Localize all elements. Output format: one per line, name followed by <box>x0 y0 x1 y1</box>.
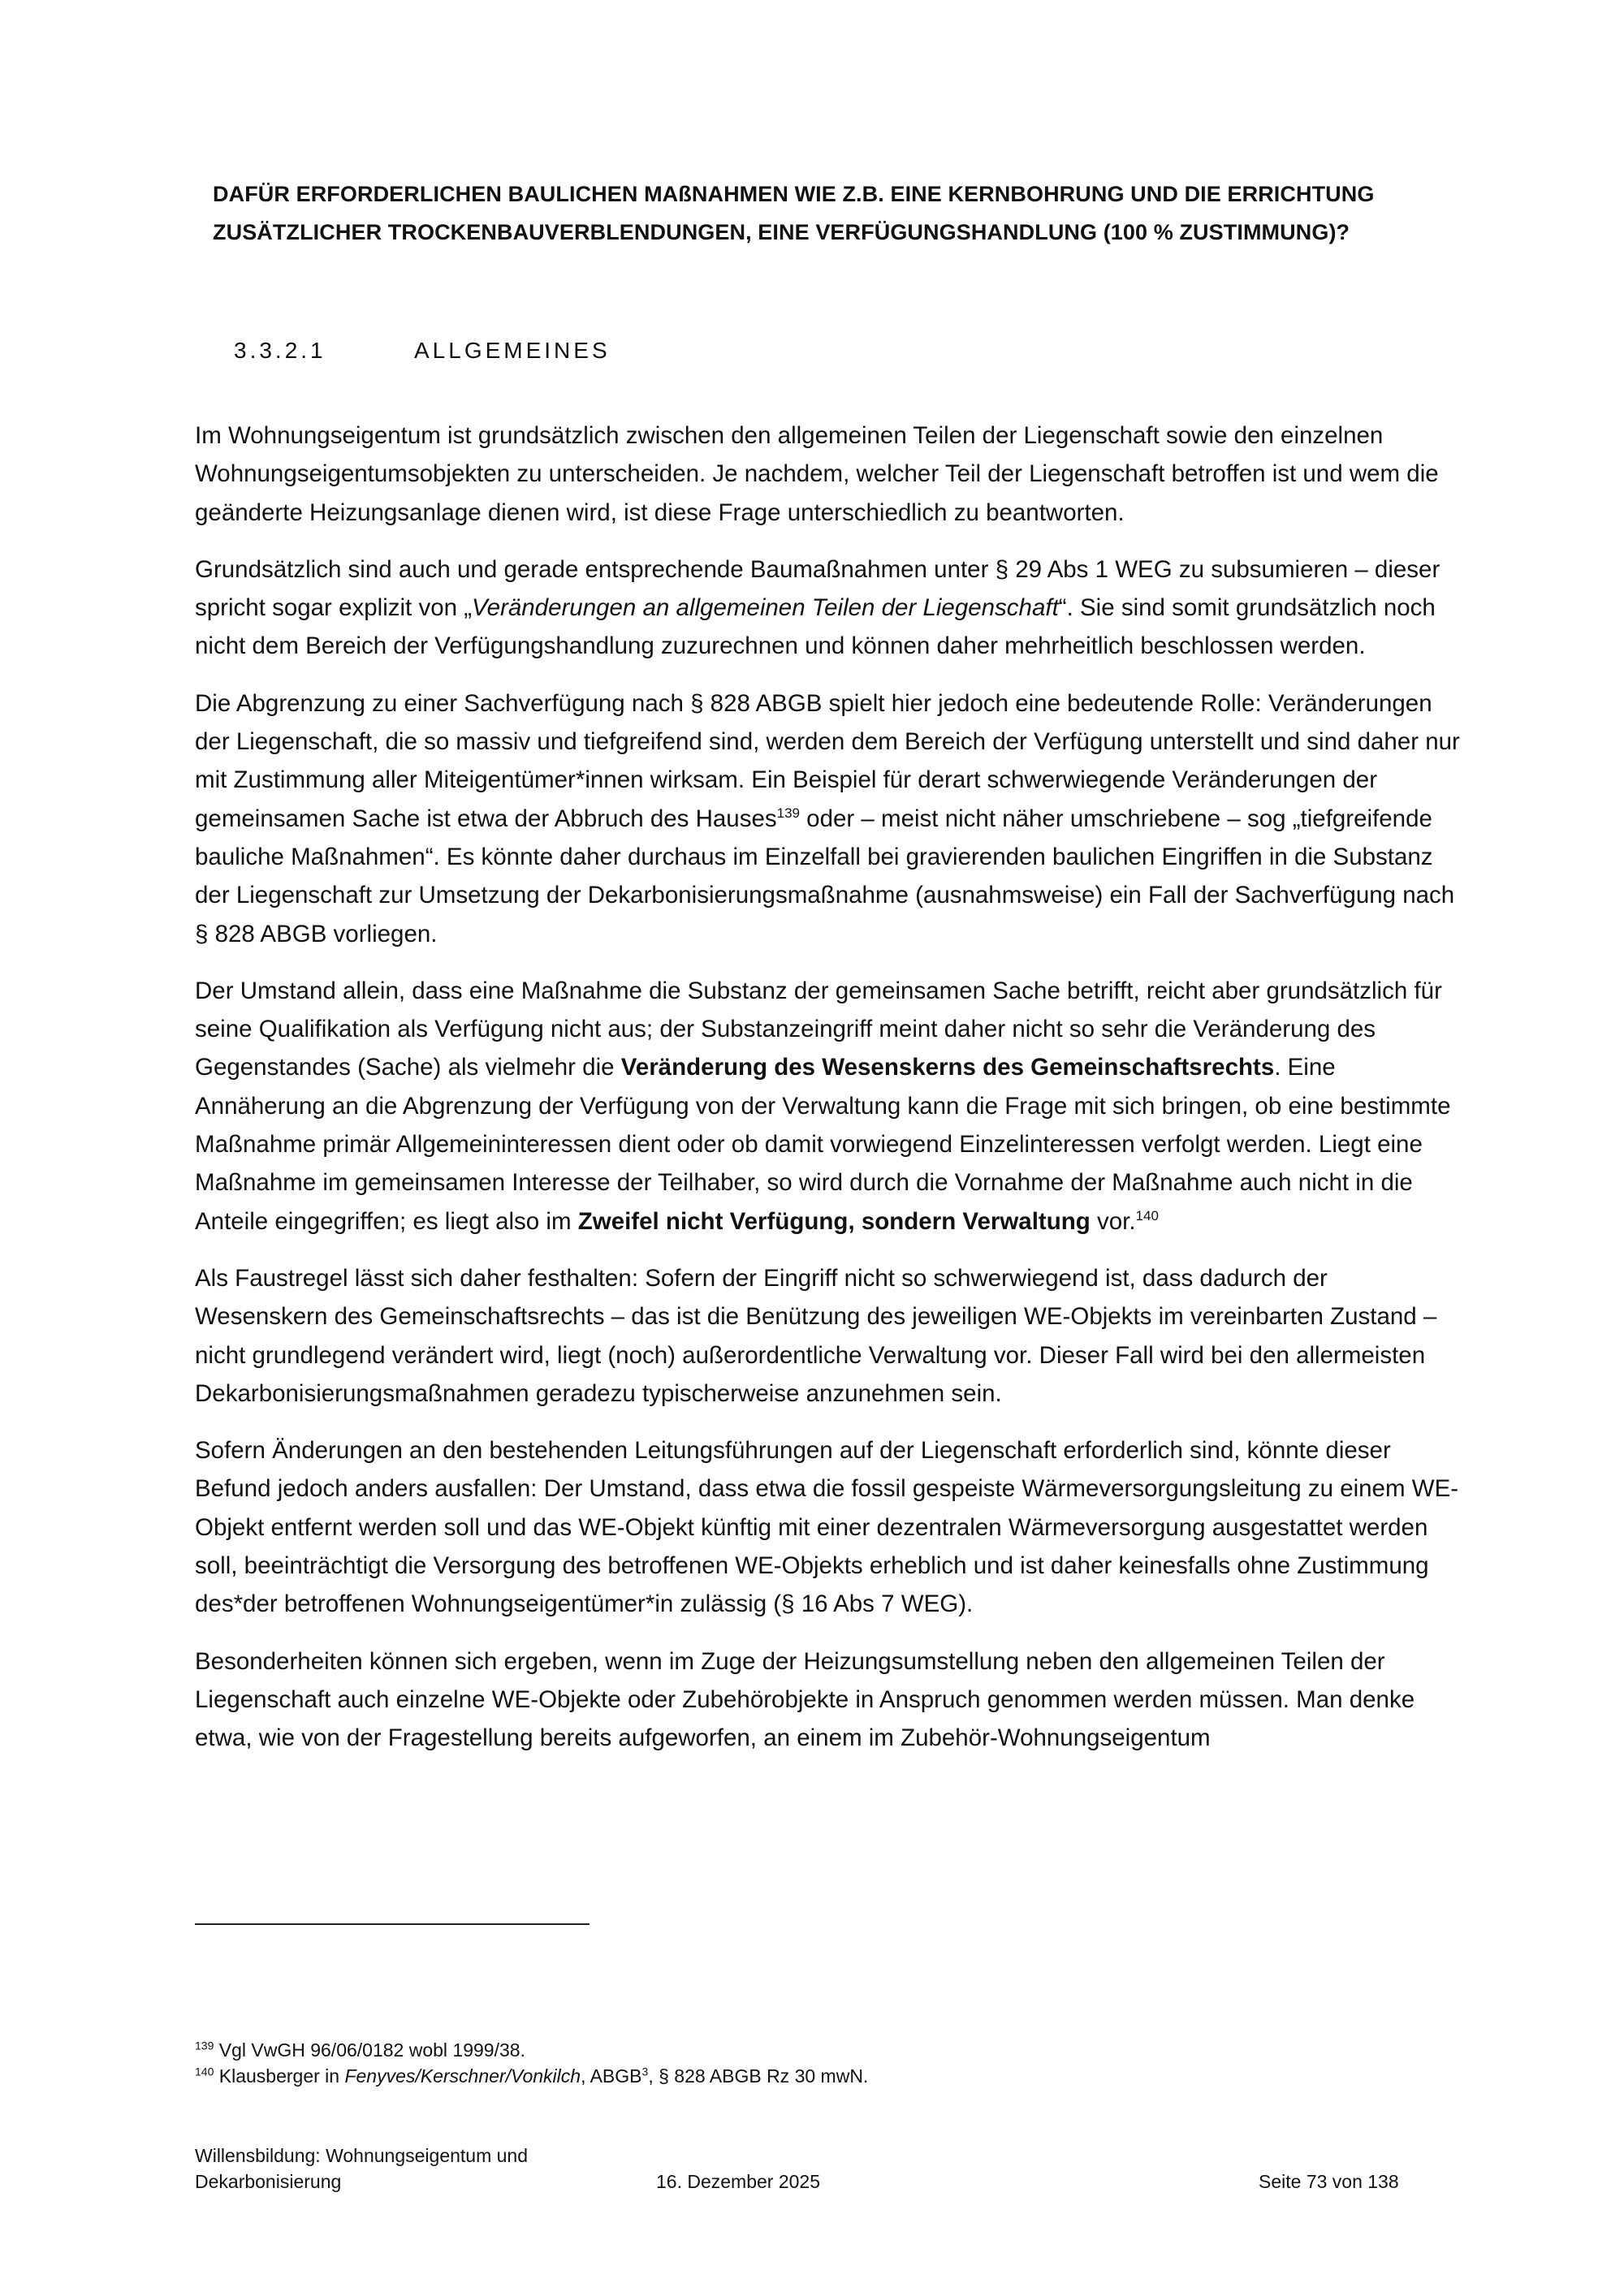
emphasis: Zweifel nicht Verfügung, sondern Verwaltung <box>577 1207 1091 1235</box>
emphasis: Veränderung des Wesenskerns des Gemeinschaftsrechts <box>620 1054 1275 1081</box>
footnotes <box>195 2037 868 2089</box>
paragraph: Besonderheiten können sich ergeben, wenn im Zuge der Heizungsumstellung neben den allgemeinen Teilen der Liegenschaft auch einzelne WE-Objekte oder Zubehörobjekte in Anspruch genommen werden müssen. Man denke etwa, wie von der Fragestellung bereits aufgeworfen, an einem im Zubehör-Wohnungseigentum <box>195 1647 1415 1752</box>
footnote-ref: 140 <box>1135 1207 1159 1224</box>
section-heading <box>234 338 611 364</box>
question-heading <box>213 175 1447 252</box>
paragraph: Im Wohnungseigentum ist grundsätzlich zwischen den allgemeinen Teilen der Liegenschaft sowie den einzelnen Wohnungseigentumsobjekten zu unterscheiden. Je nachdem, welcher Teil der Liegenschaft betroffen ist und wem die geänderte Heizungsanlage dienen wird, ist diese Frage unterschiedlich zu beantworten. <box>195 422 1439 526</box>
footer-document-title: Willensbildung: Wohnungseigentum und Dekarbonisierung <box>195 2145 529 2192</box>
quoted-term: Veränderungen an allgemeinen Teilen der Liegenschaft <box>472 594 1059 622</box>
section-number: 3.3.2.1 <box>234 338 326 363</box>
footer-date: 16. Dezember 2025 <box>656 2171 821 2192</box>
section-title: ALLGEMEINES <box>414 338 611 363</box>
paragraph: Der Umstand allein, dass eine Maßnahme die Substanz der gemeinsamen Sache betrifft, reicht aber grundsätzlich für seine Qualifikation als Verfügung nicht aus; der Substanzeingriff meint daher nicht so sehr die Veränderung des Gegenstandes (Sache) als vielmehr die Veränderung des Wesenskerns des Gemeinschaftsrechts. Eine Annäherung an die Abgrenzung der Verfügung von der Verwaltung kann die Frage mit sich bringen, ob eine bestimmte Maßnahme primär Allgemeininteressen dient oder ob damit vorwiegend Einzelinteressen verfolgt werden. Liegt eine Maßnahme im gemeinsamen Interesse der Teilhaber, so wird durch die Vornahme der Maßnahme auch nicht in die Anteile eingegriffen; es liegt also im Zweifel nicht Verfügung, sondern Verwaltung vor.$^{140}$ <box>195 977 1451 1235</box>
body-text <box>195 416 1462 1776</box>
footnote-ref: 139 <box>776 805 800 821</box>
paragraph: Sofern Änderungen an den bestehenden Leitungsführungen auf der Liegenschaft erforderlich sind, könnte dieser Befund jedoch anders ausfallen: Der Umstand, dass etwa die fossil gespeiste Wärmeversorgungsleitung zu einem WE-Objekt entfernt werden soll und das WE-Objekt künftig mit einer dezentralen Wärmeversorgung ausgestattet werden soll, beeinträchtigt die Versorgung des betroffenen WE-Objekts erheblich und ist daher keinesfalls ohne Zustimmung des*der betroffenen Wohnungseigentümer*in zulässig (§ 16 Abs 7 WEG). <box>195 1437 1459 1618</box>
footnote-140: $^{140}$ Klausberger in Fenyves/Kerschner/Vonkilch, ABGB$^3$, § 828 ABGB Rz 30 mwN. <box>195 2065 869 2087</box>
heading-line-2: ZUSÄTZLICHER TROCKENBAUVERBLENDUNGEN, EINE VERFÜGUNGSHANDLUNG (100 % ZUSTIMMUNG)? <box>213 220 1350 244</box>
footer-page-number: Seite 73 von 138 <box>1259 2171 1399 2192</box>
footnote-139: $^{139}$ Vgl VwGH 96/06/0182 wobl 1999/38. <box>195 2039 525 2061</box>
paragraph: Die Abgrenzung zu einer Sachverfügung nach § 828 ABGB spielt hier jedoch eine bedeutende Rolle: Veränderungen der Liegenschaft, die so massiv und tiefgreifend sind, werden dem Bereich der Verfügung unterstellt und sind daher nur mit Zustimmung aller Miteigentümer*innen wirksam. Ein Beispiel für derart schwerwiegende Veränderungen der gemeinsamen Sache ist etwa der Abbruch des Hauses$^{139}$ oder – meist nicht näher umschriebene – sog „tiefgreifende bauliche Maßnahmen“. Es könnte daher durchaus im Einzelfall bei gravierenden baulichen Eingriffen in die Substanz der Liegenschaft zur Umsetzung der Dekarbonisierungsmaßnahme (ausnahmsweise) ein Fall der Sachverfügung nach § 828 ABGB vorliegen. <box>195 689 1460 947</box>
heading-line-1: DAFÜR ERFORDERLICHEN BAULICHEN MAßNAHMEN WIE Z.B. EINE KERNBOHRUNG UND DIE ERRICHTUNG <box>213 182 1375 206</box>
paragraph: Grundsätzlich sind auch und gerade entsprechende Baumaßnahmen unter § 29 Abs 1 WEG zu subsumieren – dieser spricht sogar explizit von „Veränderungen an allgemeinen Teilen der Liegenschaft“. Sie sind somit grundsätzlich noch nicht dem Bereich der Verfügungshandlung zuzurechnen und können daher mehrheitlich beschlossen werden. <box>195 555 1440 660</box>
paragraph: Als Faustregel lässt sich daher festhalten: Sofern der Eingriff nicht so schwerwiegend ist, dass dadurch der Wesenskern des Gemeinschaftsrechts – das ist die Benützung des jeweiligen WE-Objekts im vereinbarten Zustand – nicht grundlegend verändert wird, liegt (noch) außerordentliche Verwaltung vor. Dieser Fall wird bei den allermeisten Dekarbonisierungsmaßnahmen geradezu typischerweise anzunehmen sein. <box>195 1264 1437 1407</box>
footnote-divider <box>195 1923 590 1925</box>
